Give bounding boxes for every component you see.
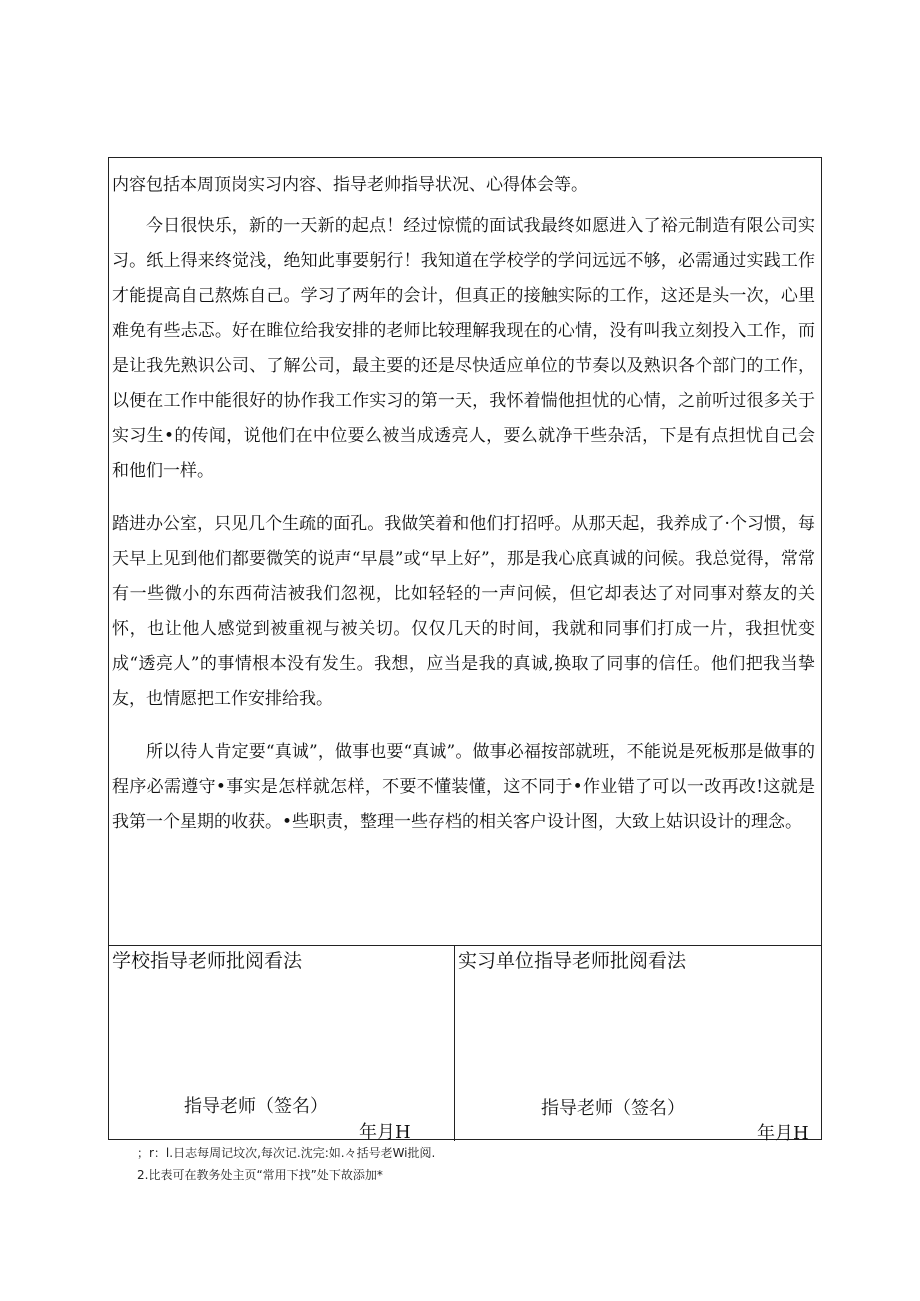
footnote-2: 2.比表可在教务处主页“常用下找”处下故添加* [137,1168,383,1182]
company-date-label: 年月H [757,1123,809,1144]
company-review-cell [455,946,821,1144]
content-instructions: 内容包括本周顶岗实习内容、指导老帅指导状况、心得体会等。 [112,175,588,195]
footnotes [137,1142,435,1186]
school-review-cell [109,946,455,1141]
paragraph-2: 踏进办公室，只见几个生疏的面孔。我做笑着和他们打招呼。从那天起，我养成了·个习惯，每天早上见到他们都要微笑的说声“早晨”或“早上好”，那是我心底真诚的问候。我总觉得，常常有一些微小的东西荷洁被我们忽视，比如轻轻的一声问候，但它却表达了对同事对蔡友的关怀，也让他人感觉到被重视与被关切。仅仅几天的时间，我就和同事们打成一片，我担忧变成“透亮人”的事情根本没有发生。我想，应当是我的真诚,换取了同事的信任。他们把我当挚友，也情愿把工作安排给我。 [112,514,815,709]
paragraph-3: 所以待人肯定要“真诚”，做事也要“真诚”。做事必福按部就班，不能说是死板那是做事的程序必需遵守•事实是怎样就怎样，不要不懂装懂，这不同于•作业错了可以一改再改!这就是我第一个星期的收获。•些职责，整理一些存档的相关客户设计图，大致上姑识设计的理念。 [112,742,815,832]
company-review-title: 实习单位指导老师批阅看法 [458,950,687,972]
school-date-label: 年月H [359,1122,411,1143]
school-signer-label: 指导老师（签名） [184,1096,328,1117]
company-signer-label: 指导老师（签名） [541,1098,685,1119]
log-table [108,157,822,1144]
footnote-1: ；r：l.日志每周记坟次,每次记.沈完:如.々括号老Wi批阅. [137,1146,436,1160]
school-review-title: 学校指导老师批阅看法 [112,950,303,972]
log-content [109,158,821,945]
paragraph-1: 今日很快乐，新的一天新的起点！经过惊慌的面试我最终如愿进入了裕元制造有限公司实习。纸上得来终觉浅，绝知此事要躬行！我知道在学校学的学问远远不够，必需通过实践工作才能提高自己熬炼自己。学习了两年的会计，但真正的接触实际的工作，这还是头一次，心里难免有些忐忑。好在睢位给我安排的老师比较理解我现在的心情，没有叫我立刻投入工作，而是让我先熟识公司、了解公司，最主要的还是尽快适应单位的节奏以及熟识各个部门的工作，以便在工作中能很好的协作我工作实习的第一天，我怀着惴他担忧的心情，之前听过很多关于实习生•的传闻，说他们在中位要么被当成透亮人，要么就净干些杂活，下是有点担忧自己会和他们一样。 [112,216,815,481]
review-section [109,945,821,1144]
